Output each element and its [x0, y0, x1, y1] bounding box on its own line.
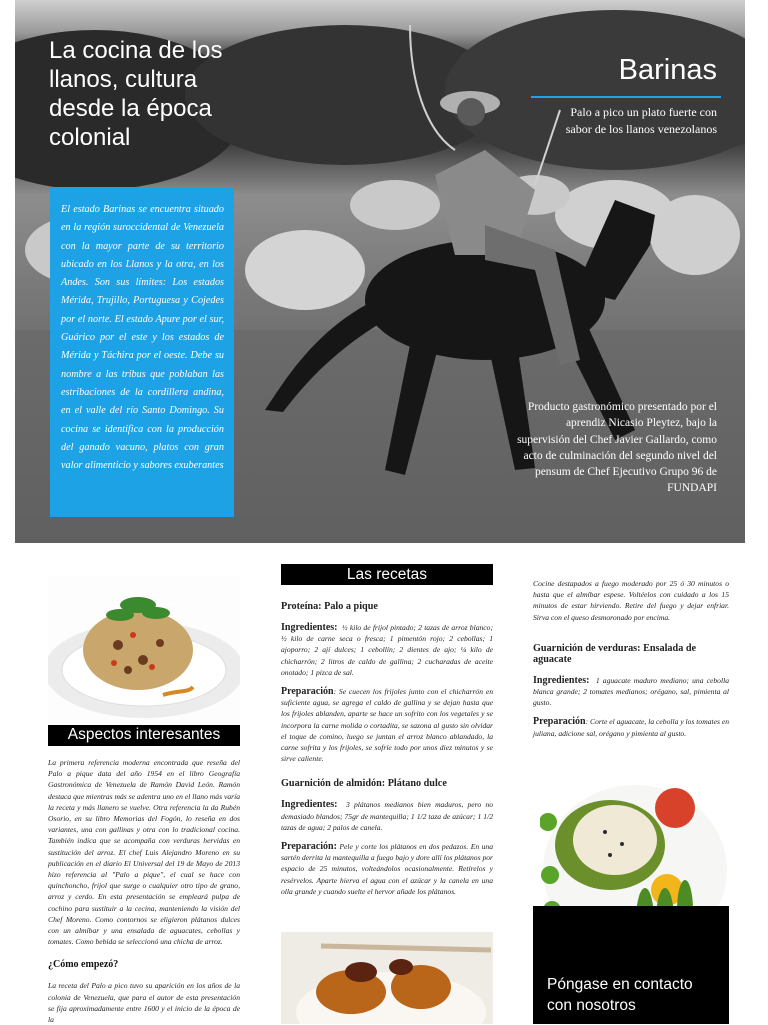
- aspectos-text: La primera referencia moderna encontrada que reseña del Palo a pique data del año 1954 en el libro Geografía Gastronómica de Venezuela de Ramón David León. Ramón destaca que mientras más se adentra uno en el llano más varía la receta y más llanero se vuelve. Otra referencia la da Rubén Osorio, en su libro Memorias del Fogón, lo reseña en dos variantes, una con gallinas y otra con lo tradicional cocina. También indica que se acompaña con verduras hervidas en sustitución del arroz. El chef Luis Alejandro Moreno en su publicación en el diario El Universal del 19 de Mayo de 2013 hizo referencia al "Palo a pique", el cual se hace con quinchoncho, frijol que surge o cualquier otro tipo de grano, arroz y cerdo. En esta presentación se empleará pulpa de cochino para sustituir a la cecina, manteniendo la visión del Chef Moreno. Como contornos se eligieron plátanos dulces con un almíbar y una ensalada de aguacates, cebollas y tomates. Como bebida se seleccionó una chicha de arroz.: [48, 758, 240, 947]
- starch-ingredients: Ingredientes: 3 plátanos medianos bien maduros, pero no demasiado blandos; 75gr de mantequilla; 1 1/2 taza de azúcar; 1 1/2 tazas de agua; 2 palos de canela.: [281, 799, 493, 832]
- platano-dulce-photo: [281, 932, 493, 1024]
- hero-title: La cocina de los llanos, cultura desde la época colonial: [49, 37, 223, 151]
- veg-preparation: Preparación: Corte el aguacate, la cebolla y los tomates en juliana, adicione sal, orégano y pimienta al gusto.: [533, 716, 729, 738]
- middle-column: [281, 564, 493, 905]
- veg-ingredients: Ingredientes: 1 aguacate maduro mediano; una cebolla blanca grande; 2 tomates medianos; orégano, sal, pimienta al gusto.: [533, 674, 729, 708]
- starch-preparation: Preparación: Pele y corte los plátanos en dos pedazos. En una sartén derrita la mantequilla a fuego bajo y dore allí los plátanos por espacio de 25 minutos, volteándolos ocasionalmente. Retírelos y resérvelos. Aparte hierva el agua con el azúcar y la canela en una olla grande y cuando suelte el hervor añade los plátanos.: [281, 841, 493, 896]
- credit-text: Producto gastronómico presentado por el aprendiz Nicasio Pleytez, bajo la supervisión del Chef Javier Gallardo, como acto de culminación del segundo nivel del pensum de Chef Ejecutivo Grupo 96 de FUNDAPI: [517, 401, 717, 495]
- veg-heading: Guarnición de verduras: Ensalada de aguacate: [533, 642, 697, 665]
- protein-ingredients: Ingredientes: ½ kilo de frijol pintado; 2 tazas de arroz blanco; ½ kilo de carne seca o fresca; 1 pimentón rojo; 2 cebollas; 1 ajoporro; 2 ají dulces; 1 cebollín; 2 dientes de ajo; ¼ kilo de chicharrón; 2 litros de caldo de gallina; 2 cucharadas de aceite onotado; 1 pizca de sal.: [281, 622, 493, 677]
- protein-preparation: Preparación: Se cuecen los frijoles junto con el chicharrón en suficiente agua, se agrega el caldo de gallina y se dejan hasta que los frijoles ablanden, aparte se hace un sofrito con los vegetales y se incorpora la carne molida o cortadita, se sazona al gusto sin olvidar el toque de comino, luego se juntan el arroz blanco ablandado, la carne sofrita y los frijoles, se sofríe todo por unos diez minutos y se sirve caliente.: [281, 686, 493, 764]
- starch-heading: Guarnición de almidón: Plátano dulce: [281, 778, 447, 790]
- section-heading-aspectos: Aspectos interesantes: [48, 724, 240, 746]
- starch-preparation-cont: Cocine destapados a fuego moderado por 25 ó 30 minutos o hasta que el almíbar espese. Voltéelos con cuidado a los 15 minutos de estar hirviendo. Retire del fuego y dejar enfriar. Sirva con el queso desmoronado por encima.: [533, 579, 729, 622]
- palo-a-pique-dish-photo: [48, 575, 240, 725]
- protein-heading: Proteína: Palo a pique: [281, 601, 378, 612]
- como-empezo-text: La receta del Palo a pico tuvo su aparición en los años de la colonia de Venezuela, que para el autor de esta presentación se fija aproximadamente entre 1600 y el inicio de la época de la: [48, 981, 240, 1025]
- region-name: Barinas: [618, 54, 717, 86]
- intro-box: [50, 187, 234, 517]
- contact-text: Póngase en contacto con nosotros: [547, 976, 693, 1014]
- title-underline: [531, 96, 721, 98]
- section-heading-recetas: Las recetas: [281, 564, 493, 585]
- intro-text: El estado Barinas se encuentra situado en la región suroccidental de Venezuela con la mayor parte de su territorio ubicado en los Llanos y la otra, en los Andes. Son sus límites: Los estados Mérida, Trujillo, Portuguesa y Cojedes por el norte. El estado Apure por el sur, Guárico por el este y los estados de Mérida y Táchira por el oeste. Debe su nombre a las tribus que poblaban las estribaciones de la cordillera andina, en el valle del río Santo Domingo. Su cocina se identifica con la producción del ganado vacuno, platos con gran valor alimenticio y sabores exuberantes: [61, 204, 224, 472]
- contact-box: [533, 906, 729, 1024]
- left-column: [48, 575, 240, 1025]
- region-subtitle: Palo a pico un plato fuerte con sabor de los llanos venezolanos: [565, 105, 717, 136]
- hero-photo-section: [15, 0, 745, 543]
- como-empezo-heading: ¿Cómo empezó?: [48, 959, 119, 971]
- right-column: [533, 578, 729, 747]
